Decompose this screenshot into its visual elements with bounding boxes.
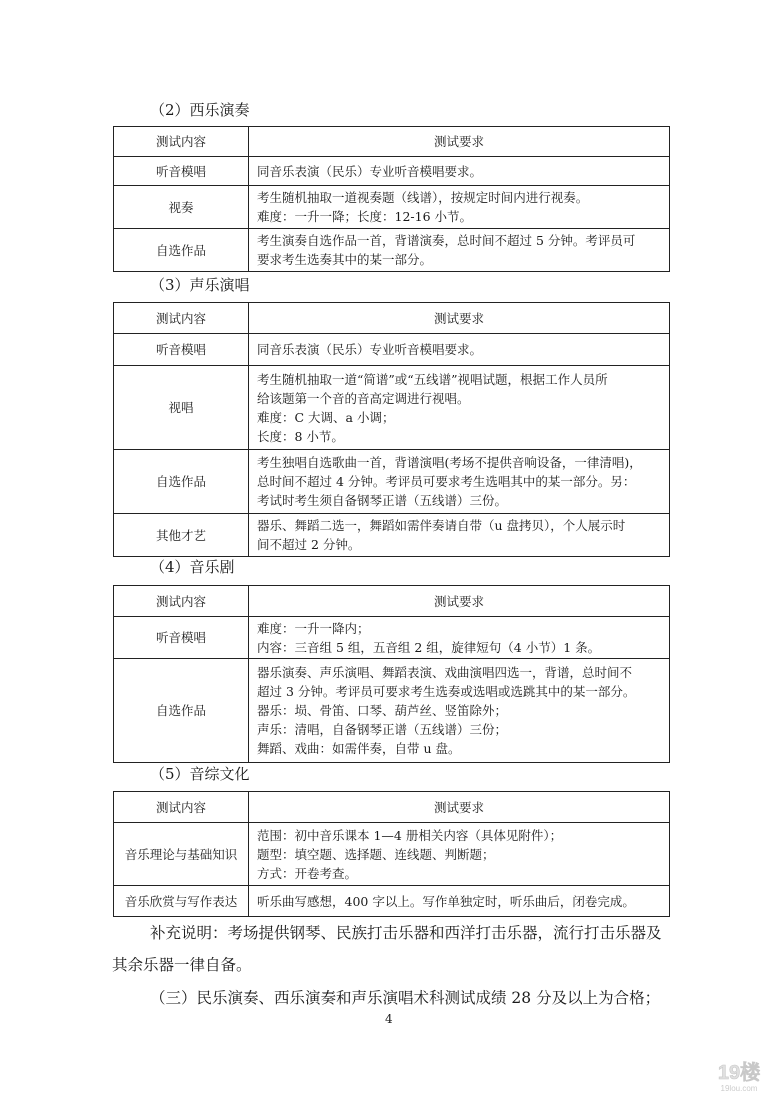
header-test-content: 测试内容 [114,586,249,617]
requirement-line: 器乐演奏、声乐演唱、舞蹈表演、戏曲演唱四选一，背谱，总时间不 [257,665,633,680]
header-test-requirement: 测试要求 [249,792,670,823]
section-title-music-culture: （5）音综文化 [150,765,250,783]
row-requirement [249,229,670,272]
row-item: 听音模唱 [114,334,249,366]
watermark-logo [712,1057,766,1095]
row-item: 听音模唱 [114,157,249,186]
requirement-line: 难度：C 大调、a 小调； [257,409,395,425]
requirement-line: 超过 3 分钟。考评员可要求考生选奏或选唱或选跳其中的某一部分。 [257,684,636,699]
requirement-line: 考生随机抽取一道“简谱”或“五线谱”视唱试题，根据工作人员所 [257,371,608,387]
requirement-line: 内容：三音组 5 组，五音组 2 组，旋律短句（4 小节）1 条。 [257,639,601,655]
watermark-logo-icon [712,1057,766,1095]
requirement-line: 舞蹈、戏曲：如需伴奏，自带 u 盘。 [257,741,461,756]
table-row [114,229,670,272]
closing-paragraph: （三）民乐演奏、西乐演奏和声乐演唱术科测试成绩 28 分及以上为合格； [150,989,661,1007]
row-requirement [249,514,670,557]
row-requirement [249,157,670,186]
table-western-instrumental [113,126,670,272]
table-row [114,886,670,917]
requirement-line: 范围：初中音乐课本 1—4 册相关内容（具体见附件）； [257,827,563,843]
requirement-line: 听乐曲写感想，400 字以上。写作单独定时，听乐曲后，闭卷完成。 [257,893,635,909]
table-row [114,366,670,450]
row-requirement [249,450,670,514]
header-test-requirement: 测试要求 [249,586,670,617]
row-requirement [249,617,670,659]
header-test-requirement: 测试要求 [249,303,670,334]
requirement-line: 同音乐表演（民乐）专业听音模唱要求。 [257,163,483,179]
table-header-row [114,127,670,157]
row-item: 自选作品 [114,450,249,514]
table-row [114,514,670,557]
table-music-culture [113,791,670,917]
requirement-line: 间不超过 2 分钟。 [257,537,361,552]
section-title-vocal: （3）声乐演唱 [150,276,250,294]
requirement-line: 难度：一升一降；长度：12-16 小节。 [257,209,473,224]
row-item: 其他才艺 [114,514,249,557]
table-header-row [114,586,670,617]
table-header-row [114,792,670,823]
table-row [114,617,670,659]
page-number: 4 [385,1012,393,1026]
row-item: 听音模唱 [114,617,249,659]
requirement-line: 考生演奏自选作品一首，背谱演奏，总时间不超过 5 分钟。考评员可 [257,233,636,248]
supplement-line-2: 其余乐器一律自备。 [112,956,252,974]
requirement-line: 器乐：埙、骨笛、口琴、葫芦丝、竖笛除外； [257,703,508,718]
requirement-line: 方式：开卷考查。 [257,865,358,881]
row-requirement [249,366,670,450]
table-row [114,157,670,186]
supplement-line-1: 补充说明：考场提供钢琴、民族打击乐器和西洋打击乐器，流行打击乐器及 [150,924,662,942]
requirement-line: 同音乐表演（民乐）专业听音模唱要求。 [257,342,483,357]
requirement-line: 考试时考生须自备钢琴正谱（五线谱）三份。 [257,493,508,508]
svg-text:19lou.com: 19lou.com [720,1084,758,1093]
section-title-musical: （4）音乐剧 [150,558,235,576]
table-row [114,334,670,366]
table-vocal [113,302,670,557]
svg-text:19楼: 19楼 [717,1062,761,1084]
header-test-requirement: 测试要求 [249,127,670,157]
requirement-line: 总时间不超过 4 分钟。考评员可要求考生选唱其中的某一部分。另： [257,474,636,489]
table-header-row [114,303,670,334]
table-row [114,823,670,886]
row-requirement [249,886,670,917]
requirement-line: 难度：一升一降内； [257,620,370,636]
header-test-content: 测试内容 [114,792,249,823]
requirement-line: 要求考生选奏其中的某一部分。 [257,252,433,267]
table-row [114,450,670,514]
requirement-line: 考生独唱自选歌曲一首，背谱演唱(考场不提供音响设备，一律清唱)， [257,455,642,470]
row-item: 音乐欣赏与写作表达 [114,886,249,917]
row-requirement [249,186,670,229]
table-musical [113,585,670,763]
section-title-western-instrumental: （2）西乐演奏 [150,101,250,119]
row-item: 视唱 [114,366,249,450]
requirement-line: 器乐、舞蹈二选一，舞蹈如需伴奏请自带（u 盘拷贝），个人展示时 [257,518,626,533]
table-row [114,186,670,229]
requirement-line: 声乐：清唱，自备钢琴正谱（五线谱）三份； [257,722,508,737]
row-item: 自选作品 [114,229,249,272]
table-row [114,659,670,763]
row-requirement [249,659,670,763]
requirement-line: 考生随机抽取一道视奏题（线谱），按规定时间内进行视奏。 [257,190,589,205]
row-requirement [249,334,670,366]
requirement-line: 题型：填空题、选择题、连线题、判断题； [257,846,495,862]
row-requirement [249,823,670,886]
row-item: 自选作品 [114,659,249,763]
row-item: 音乐理论与基础知识 [114,823,249,886]
header-test-content: 测试内容 [114,127,249,157]
row-item: 视奏 [114,186,249,229]
requirement-line: 给该题第一个音的音高定调进行视唱。 [257,390,470,406]
header-test-content: 测试内容 [114,303,249,334]
requirement-line: 长度：8 小节。 [257,428,344,444]
